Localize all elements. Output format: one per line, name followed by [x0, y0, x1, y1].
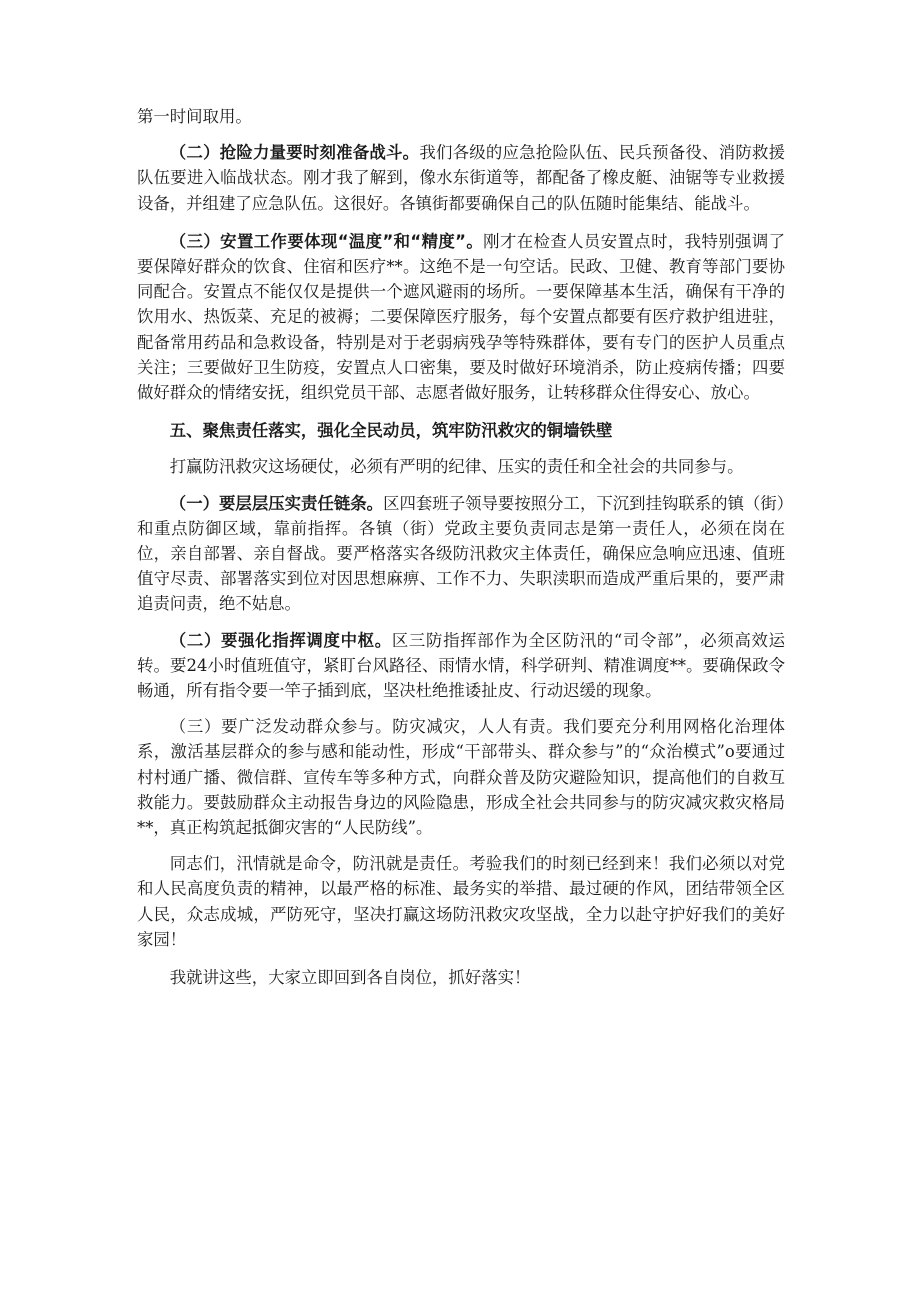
- section-heading-five: 五、聚焦责任落实，强化全民动员，筑牢防汛救灾的铜墙铁壁: [169, 421, 613, 441]
- document-page: [137, 104, 785, 990]
- paragraph-closing: 同志们，汛情就是命令，防汛就是责任。考验我们的时刻已经到来！我们必须以对党和人民高度负责的精神，以最严格的标准、最务实的举措、最过硬的作风，团结带领全区人民，众志成城，严防死守，坚决打赢这场防汛救灾攻坚战，全力以赴守护好我们的美好家园！: [137, 854, 785, 949]
- paragraph-resettlement: [137, 229, 785, 405]
- paragraph-final: 我就讲这些，大家立即回到各自岗位，抓好落实！: [169, 968, 531, 988]
- paragraph-continuation: 第一时间取用。: [137, 107, 252, 126]
- paragraph-body: 区四套班子领导要按照分工，下沉到挂钩联系的镇（街）和重点防御区域，靠前指挥。各镇（街）党政主要负责同志是第一责任人，必须在岗在位，亲自部署、亲自督战。要严格落实各级防汛救灾主体责任，确保应急响应迅速、值班值守尽责、部署落实到位对因思想麻痹、工作不力、失职渎职而造成严重后果的，要严肃追责问责，绝不姑息。: [137, 493, 785, 614]
- paragraph-intro: 打赢防汛救灾这场硬仗，必须有严明的纪律、压实的责任和全社会的共同参与。: [169, 457, 744, 477]
- paragraph-lead: （三）安置工作要体现“温度”和“精度”。: [169, 231, 484, 251]
- paragraph-lead: （二）要强化指挥调度中枢。: [169, 630, 392, 650]
- paragraph-lead: （一）要层层压实责任链条。: [169, 493, 384, 513]
- paragraph-rescue-forces: [137, 140, 785, 216]
- paragraph-body: 刚才在检查人员安置点时，我特别强调了要保障好群众的饮食、住宿和医疗**。这绝不是一句空话。民政、卫健、教育等部门要协同配合。安置点不能仅仅是提供一个遮风避雨的场所。一要保障基本生活，确保有干净的饮用水、热饭菜、充足的被褥；二要保障医疗服务，每个安置点都要有医疗救护组进驻，配备常用药品和急救设备，特别是对于老弱病残孕等特殊群体，要有专门的医护人员重点关注；三要做好卫生防疫，安置点人口密集，要及时做好环境消杀，防止疫病传播；四要做好群众的情绪安抚，组织党员干部、志愿者做好服务，让转移群众住得安心、放心。: [137, 231, 785, 403]
- paragraph-body: 区三防指挥部作为全区防汛的“司令部”，必须高效运转。要24小时值班值守，紧盯台风路径、雨情水情，科学研判、精准调度**。要确保政令畅通，所有指令要一竿子插到底，坚决杜绝推诿扯皮、行动迟缓的现象。: [137, 630, 786, 701]
- paragraph-mobilization: （三）要广泛发动群众参与。防灾减灾，人人有责。我们要充分利用网格化治理体系，激活基层群众的参与感和能动性，形成“干部带头、群众参与”的“众治模式”o要通过村村通广播、微信群、宣传车等多种方式，向群众普及防灾避险知识，提高他们的自救互救能力。要鼓励群众主动报告身边的风险隐患，形成全社会共同参与的防灾减灾救灾格局**，真正构筑起抵御灾害的“人民防线”。: [137, 717, 785, 838]
- paragraph-body: 我们各级的应急抢险队伍、民兵预备役、消防救援队伍要进入临战状态。刚才我了解到，像水东街道等，都配备了橡皮艇、油锯等专业救援设备，并组建了应急队伍。这很好。各镇街都要确保自己的队伍随时能集结、能战斗。: [137, 143, 786, 213]
- paragraph-command: [137, 628, 785, 704]
- paragraph-lead: （二）抢险力量要时刻准备战斗。: [169, 143, 420, 163]
- paragraph-responsibility: [137, 491, 785, 617]
